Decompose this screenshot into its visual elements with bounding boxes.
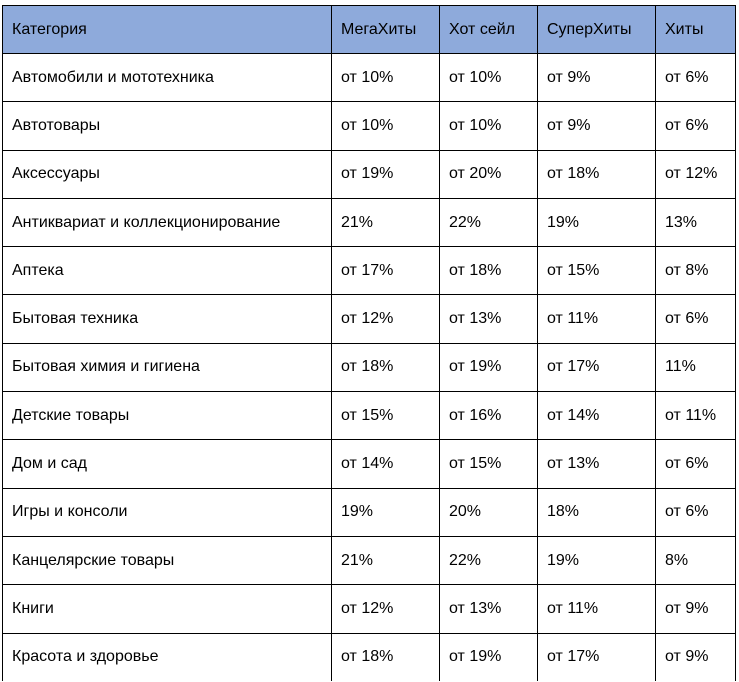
- table-row: [3, 150, 736, 198]
- superhits-cell: 19%: [538, 198, 656, 246]
- megahits-cell: от 19%: [332, 150, 440, 198]
- superhits-cell: от 11%: [538, 295, 656, 343]
- category-cell: Аксессуары: [3, 150, 332, 198]
- category-cell: Аптека: [3, 247, 332, 295]
- hits-cell: от 6%: [656, 102, 736, 150]
- category-cell: Бытовая техника: [3, 295, 332, 343]
- megahits-cell: от 12%: [332, 585, 440, 633]
- hot-sale-cell: от 19%: [440, 633, 538, 681]
- category-cell: Красота и здоровье: [3, 633, 332, 681]
- megahits-cell: от 18%: [332, 343, 440, 391]
- table-row: [3, 295, 736, 343]
- superhits-cell: от 18%: [538, 150, 656, 198]
- category-cell: Дом и сад: [3, 440, 332, 488]
- hits-cell: от 6%: [656, 295, 736, 343]
- hot-sale-cell: 20%: [440, 488, 538, 536]
- hits-cell: от 8%: [656, 247, 736, 295]
- hot-sale-cell: от 10%: [440, 102, 538, 150]
- header-category: Категория: [3, 6, 332, 54]
- superhits-cell: от 13%: [538, 440, 656, 488]
- table-row: [3, 536, 736, 584]
- table-row: [3, 343, 736, 391]
- header-megahits: МегаХиты: [332, 6, 440, 54]
- hits-cell: от 6%: [656, 440, 736, 488]
- header-hits: Хиты: [656, 6, 736, 54]
- hot-sale-cell: от 13%: [440, 295, 538, 343]
- megahits-cell: от 14%: [332, 440, 440, 488]
- hits-cell: 11%: [656, 343, 736, 391]
- hot-sale-cell: 22%: [440, 198, 538, 246]
- hot-sale-cell: от 15%: [440, 440, 538, 488]
- megahits-cell: 19%: [332, 488, 440, 536]
- megahits-cell: от 10%: [332, 54, 440, 102]
- category-cell: Автотовары: [3, 102, 332, 150]
- table-row: [3, 633, 736, 681]
- megahits-cell: от 17%: [332, 247, 440, 295]
- table-row: [3, 488, 736, 536]
- megahits-cell: 21%: [332, 198, 440, 246]
- category-cell: Антиквариат и коллекционирование: [3, 198, 332, 246]
- hits-cell: 13%: [656, 198, 736, 246]
- superhits-cell: от 11%: [538, 585, 656, 633]
- hits-cell: 8%: [656, 536, 736, 584]
- megahits-cell: от 12%: [332, 295, 440, 343]
- category-commission-table: [2, 5, 736, 681]
- hits-cell: от 6%: [656, 54, 736, 102]
- table-row: [3, 102, 736, 150]
- superhits-cell: от 15%: [538, 247, 656, 295]
- superhits-cell: 19%: [538, 536, 656, 584]
- table-row: [3, 198, 736, 246]
- hot-sale-cell: от 20%: [440, 150, 538, 198]
- superhits-cell: от 9%: [538, 102, 656, 150]
- table-row: [3, 585, 736, 633]
- hot-sale-cell: от 13%: [440, 585, 538, 633]
- superhits-cell: 18%: [538, 488, 656, 536]
- hits-cell: от 6%: [656, 488, 736, 536]
- hot-sale-cell: от 10%: [440, 54, 538, 102]
- megahits-cell: от 15%: [332, 392, 440, 440]
- superhits-cell: от 17%: [538, 633, 656, 681]
- category-cell: Бытовая химия и гигиена: [3, 343, 332, 391]
- table-row: [3, 54, 736, 102]
- hits-cell: от 9%: [656, 585, 736, 633]
- superhits-cell: от 9%: [538, 54, 656, 102]
- hits-cell: от 9%: [656, 633, 736, 681]
- hits-cell: от 11%: [656, 392, 736, 440]
- category-cell: Детские товары: [3, 392, 332, 440]
- hits-cell: от 12%: [656, 150, 736, 198]
- table-row: [3, 247, 736, 295]
- superhits-cell: от 14%: [538, 392, 656, 440]
- table-row: [3, 440, 736, 488]
- hot-sale-cell: от 16%: [440, 392, 538, 440]
- category-cell: Игры и консоли: [3, 488, 332, 536]
- header-superhits: СуперХиты: [538, 6, 656, 54]
- category-cell: Канцелярские товары: [3, 536, 332, 584]
- category-cell: Книги: [3, 585, 332, 633]
- hot-sale-cell: от 18%: [440, 247, 538, 295]
- hot-sale-cell: 22%: [440, 536, 538, 584]
- superhits-cell: от 17%: [538, 343, 656, 391]
- megahits-cell: 21%: [332, 536, 440, 584]
- table-header-row: [3, 6, 736, 54]
- category-cell: Автомобили и мототехника: [3, 54, 332, 102]
- hot-sale-cell: от 19%: [440, 343, 538, 391]
- megahits-cell: от 18%: [332, 633, 440, 681]
- megahits-cell: от 10%: [332, 102, 440, 150]
- table-row: [3, 392, 736, 440]
- header-hot-sale: Хот сейл: [440, 6, 538, 54]
